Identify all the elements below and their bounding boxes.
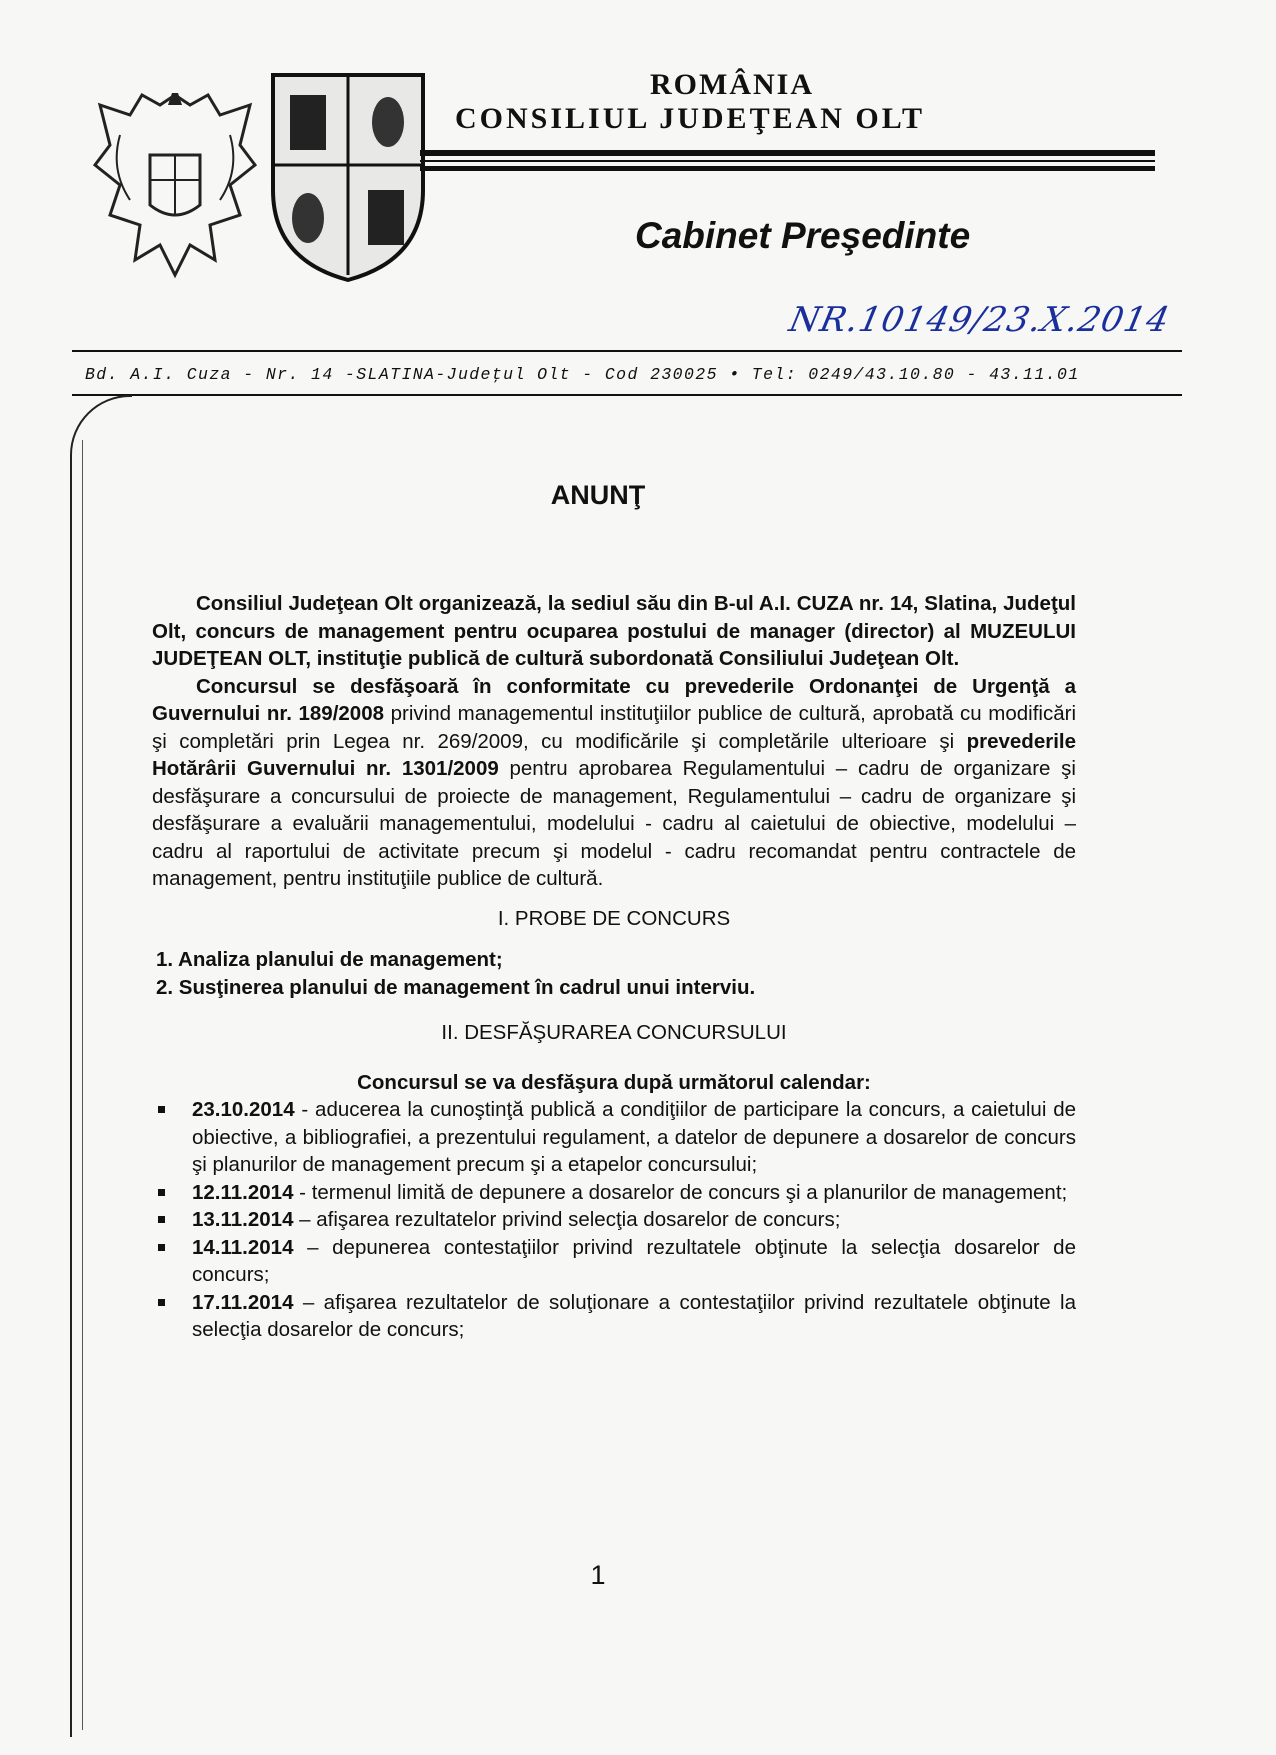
address-line: Bd. A.I. Cuza - Nr. 14 -SLATINA-Judeţul Olt - Cod 230025 • Tel: 0249/43.10.80 - 43.11.01 bbox=[85, 365, 1080, 384]
bullet-icon bbox=[158, 1299, 165, 1306]
probes-list bbox=[152, 946, 1076, 1001]
legal-paragraph bbox=[152, 673, 1076, 893]
calendar-text: - termenul limită de depunere a dosarelor de concurs şi a planurilor de management; bbox=[293, 1180, 1068, 1204]
probe-item: 2. Susţinerea planului de management în cadrul unui interviu. bbox=[156, 975, 756, 999]
calendar-item bbox=[152, 1234, 1076, 1289]
section-title-probes: I. PROBE DE CONCURS bbox=[497, 906, 731, 930]
calendar-text: – afişarea rezultatelor privind selecţia dosarelor de concurs; bbox=[293, 1208, 841, 1231]
calendar-text: – afişarea rezultatelor de soluţionare a contestaţiilor privind rezultatele obţinute la selecţia dosarelor de concurs; bbox=[192, 1290, 1076, 1341]
bullet-icon bbox=[158, 1106, 165, 1113]
legal-text-rest: pentru aprobarea Regulamentului – cadru de organizare şi desfăşurare a concursului de proiecte de management, Regulamentului – cadru de organizare şi desfăşurare a evaluării managementului, modelului - cadru al caietului de obiective, modelului – cadru al raportului de activitate precum şi modelul - cadru recomandat pentru contractele de management, pentru instituţiile publice de cultură. bbox=[152, 757, 1076, 890]
calendar-list bbox=[152, 1096, 1076, 1344]
header-rule bbox=[420, 166, 1155, 171]
address-rule-bottom bbox=[72, 394, 1182, 396]
calendar-intro: Concursul se va desfăşura după următorul calendar: bbox=[357, 1070, 871, 1094]
page-number: 1 bbox=[590, 1560, 606, 1590]
page-frame-inner bbox=[82, 440, 83, 1730]
calendar-text: - aducerea la cunoştinţă publică a condiţiilor de participare la concurs, a caietului de obiective, a bibliografiei, a prezentului regulament, a datelor de depunere a dosarelor de concurs şi planurilor de management precum şi a etapelor concursului; bbox=[192, 1098, 1076, 1176]
olt-county-shield bbox=[268, 70, 428, 285]
legal-ordinance: Concursul se desfăşoară în conformitate cu prevederile Ordonanţei de Urgenţă a Guvernului nr. 189/2008 bbox=[152, 674, 1076, 725]
bullet-icon bbox=[158, 1189, 165, 1196]
calendar-item bbox=[152, 1096, 1076, 1179]
calendar-text: – depunerea contestaţiilor privind rezultatele obţinute la selecţia dosarelor de concurs; bbox=[192, 1235, 1076, 1286]
country-name: ROMÂNIA bbox=[650, 68, 814, 101]
section-title-procedure: II. DESFĂŞURAREA CONCURSULUI bbox=[441, 1021, 787, 1044]
bullet-icon bbox=[158, 1244, 165, 1251]
calendar-date: 12.11.2014 bbox=[192, 1180, 294, 1204]
romania-coat-of-arms bbox=[90, 75, 260, 285]
calendar-date: 23.10.2014 bbox=[192, 1098, 295, 1121]
header-rule bbox=[420, 160, 1155, 162]
bullet-icon bbox=[158, 1216, 165, 1223]
calendar-item bbox=[152, 1179, 1076, 1207]
calendar-item bbox=[152, 1289, 1076, 1344]
council-name: CONSILIUL JUDEŢEAN OLT bbox=[455, 102, 926, 135]
header-rule bbox=[420, 150, 1155, 156]
office-name: Cabinet Preşedinte bbox=[635, 215, 971, 256]
calendar-date: 13.11.2014 bbox=[192, 1208, 294, 1231]
legal-text: privind managementul instituţiilor publice de cultură, aprobată cu modificări şi completări prin Legea nr. 269/2009, cu modificările şi completările ulterioare şi bbox=[152, 702, 1076, 753]
legal-decision: prevederile Hotărârii Guvernului nr. 1301/2009 bbox=[152, 729, 1076, 780]
address-rule-top bbox=[72, 350, 1182, 352]
announcement-title: ANUNŢ bbox=[550, 480, 646, 510]
announcement-body bbox=[152, 590, 1076, 1344]
registration-number: NR.10149/23.X.2014 bbox=[785, 300, 1174, 340]
calendar-item bbox=[152, 1206, 1076, 1234]
page-frame bbox=[70, 395, 132, 1737]
probe-item: 1. Analiza planului de management; bbox=[156, 948, 503, 971]
calendar-date: 14.11.2014 bbox=[192, 1235, 294, 1259]
calendar-date: 17.11.2014 bbox=[192, 1290, 294, 1314]
intro-paragraph: Consiliul Judeţean Olt organizează, la sediul său din B-ul A.I. CUZA nr. 14, Slatina, Judeţul Olt, concurs de management pentru ocuparea postului de manager (director) al MUZEULUI JUDEŢEAN OLT, instituţie publică de cultură subordonată Consiliului Judeţean Olt. bbox=[152, 592, 1076, 670]
